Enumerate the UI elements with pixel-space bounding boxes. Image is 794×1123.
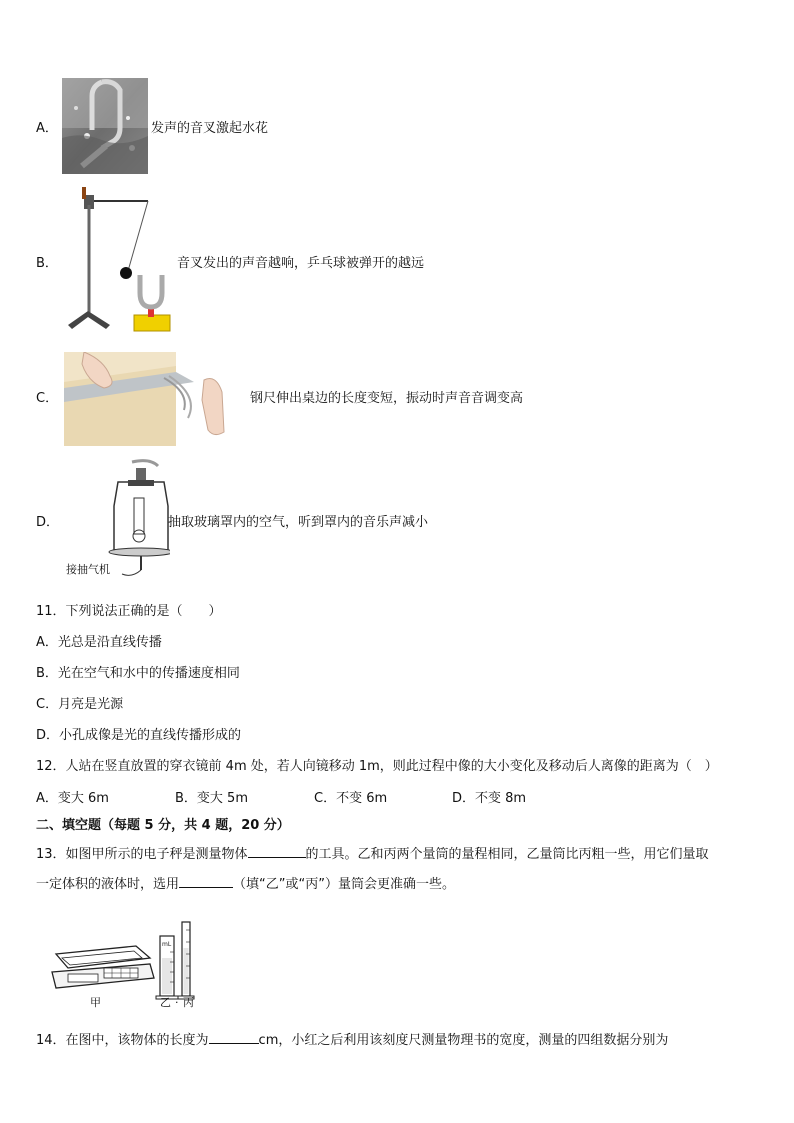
q11-option-b: B．光在空气和水中的传播速度相同 — [36, 666, 240, 681]
q12-option-c: C．不变 6m — [314, 791, 388, 806]
q13-figure — [46, 918, 206, 1014]
tuning-fork-water-photo — [62, 78, 148, 174]
q13-line-2 — [36, 874, 455, 894]
q13-blank-1[interactable] — [248, 844, 306, 858]
option-d-text: 抽取玻璃罩内的空气，听到罩内的音乐声减小 — [168, 515, 429, 530]
pendulum-tuning-fork-figure — [62, 183, 174, 339]
option-c-letter: C． — [36, 391, 59, 406]
fig-label-jia: 甲 — [90, 996, 101, 1009]
option-a-letter: A． — [36, 121, 58, 136]
q13-line2-part-b: （填“乙”或“丙”）量筒会更准确一些。 — [233, 877, 455, 892]
q14-blank-1[interactable] — [209, 1030, 259, 1044]
q13-line1-part-a: 13．如图甲所示的电子秤是测量物体 — [36, 847, 248, 862]
q13-blank-2[interactable] — [179, 874, 233, 888]
option-a-text: 发声的音叉激起水花 — [151, 121, 269, 136]
q12-option-a: A．变大 6m — [36, 791, 109, 806]
fig-label-bing: 丙 — [183, 996, 194, 1009]
q14-line1-part-a: 14．在图中，该物体的长度为 — [36, 1033, 209, 1048]
fig-label-yi: 乙 — [160, 996, 171, 1009]
section-2-heading: 二、填空题（每题 5 分，共 4 题，20 分） — [36, 818, 290, 833]
q11-option-a: A．光总是沿直线传播 — [36, 635, 162, 650]
option-b-text: 音叉发出的声音越响，乒乓球被弹开的越远 — [177, 256, 425, 271]
q12-stem: 12．人站在竖直放置的穿衣镜前 4m 处，若人向镜移动 1m，则此过程中像的大小变化及移动后人离像的距离为（ ） — [36, 759, 718, 774]
option-d-letter: D． — [36, 515, 60, 530]
vacuum-pump-label: 接抽气机 — [66, 563, 110, 576]
q12-option-b: B．变大 5m — [175, 791, 248, 806]
q13-line2-part-a: 一定体积的液体时，选用 — [36, 877, 180, 892]
q11-option-d: D．小孔成像是光的直线传播形成的 — [36, 728, 242, 743]
q12-option-d: D．不变 8m — [452, 791, 527, 806]
option-c-text: 钢尺伸出桌边的长度变短，振动时声音音调变高 — [250, 391, 524, 406]
q11-stem: 11．下列说法正确的是（ ） — [36, 604, 222, 619]
q13-line-1 — [36, 844, 709, 864]
ruler-on-table-figure — [64, 352, 248, 446]
option-b-letter: B． — [36, 256, 58, 271]
q14-line-1 — [36, 1030, 668, 1050]
q13-line1-part-b: 的工具。乙和丙两个量筒的量程相同，乙量筒比丙粗一些，用它们量取 — [305, 847, 709, 862]
q14-line1-part-b: cm，小红之后利用该刻度尺测量物理书的宽度，测量的四组数据分别为 — [258, 1033, 669, 1048]
cylinder-unit-label: mL — [162, 941, 172, 948]
q11-option-c: C．月亮是光源 — [36, 697, 124, 712]
